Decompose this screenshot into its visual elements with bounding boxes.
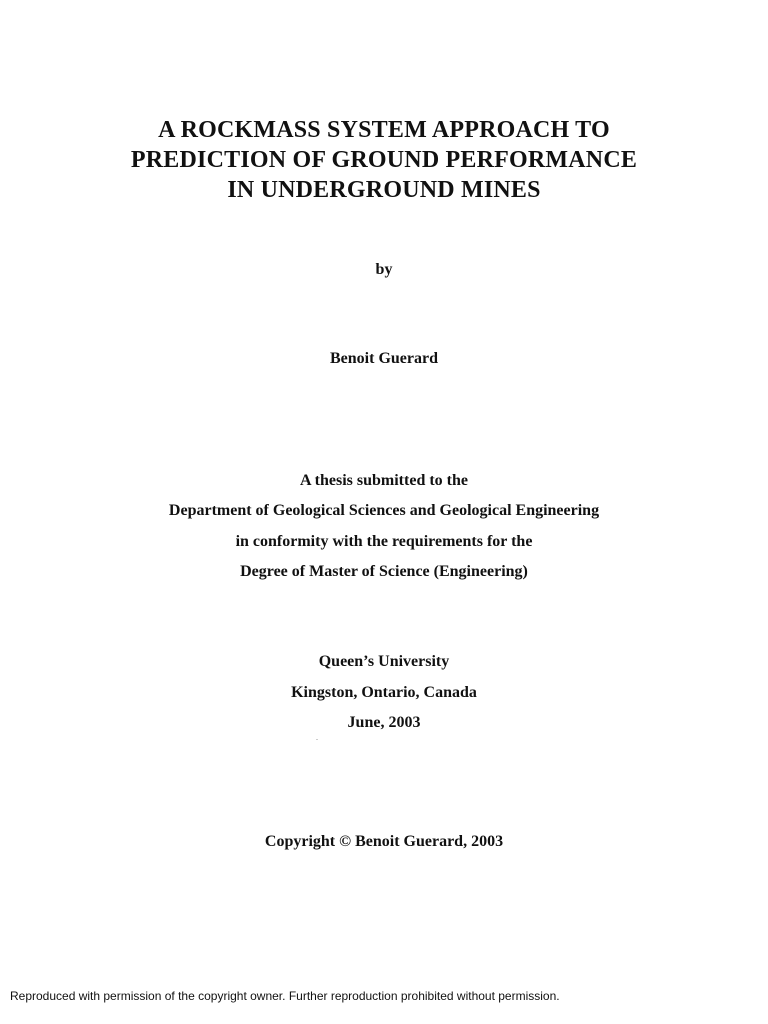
degree-name: Degree of Master of Science (Engineering): [240, 563, 528, 580]
reproduction-footer: Reproduced with permission of the copyright owner. Further reproduction prohibited without permission.: [10, 989, 560, 1003]
scan-speck: [316, 739, 318, 740]
byline: by: [375, 261, 393, 278]
university-location: Kingston, Ontario, Canada: [291, 684, 477, 701]
author-name: Benoit Guerard: [330, 350, 438, 367]
submission-date: June, 2003: [347, 714, 421, 731]
submission-line-1: A thesis submitted to the: [299, 472, 468, 489]
thesis-title-line-3: IN UNDERGROUND MINES: [227, 177, 541, 203]
copyright-notice: Copyright © Benoit Guerard, 2003: [264, 833, 504, 850]
submission-line-3: in conformity with the requirements for the: [235, 533, 533, 550]
thesis-title-line-2: PREDICTION OF GROUND PERFORMANCE: [130, 147, 638, 173]
university-name: Queen’s University: [318, 653, 450, 670]
department-name: Department of Geological Sciences and Geological Engineering: [168, 502, 600, 519]
thesis-title-line-1: A ROCKMASS SYSTEM APPROACH TO: [158, 117, 610, 143]
